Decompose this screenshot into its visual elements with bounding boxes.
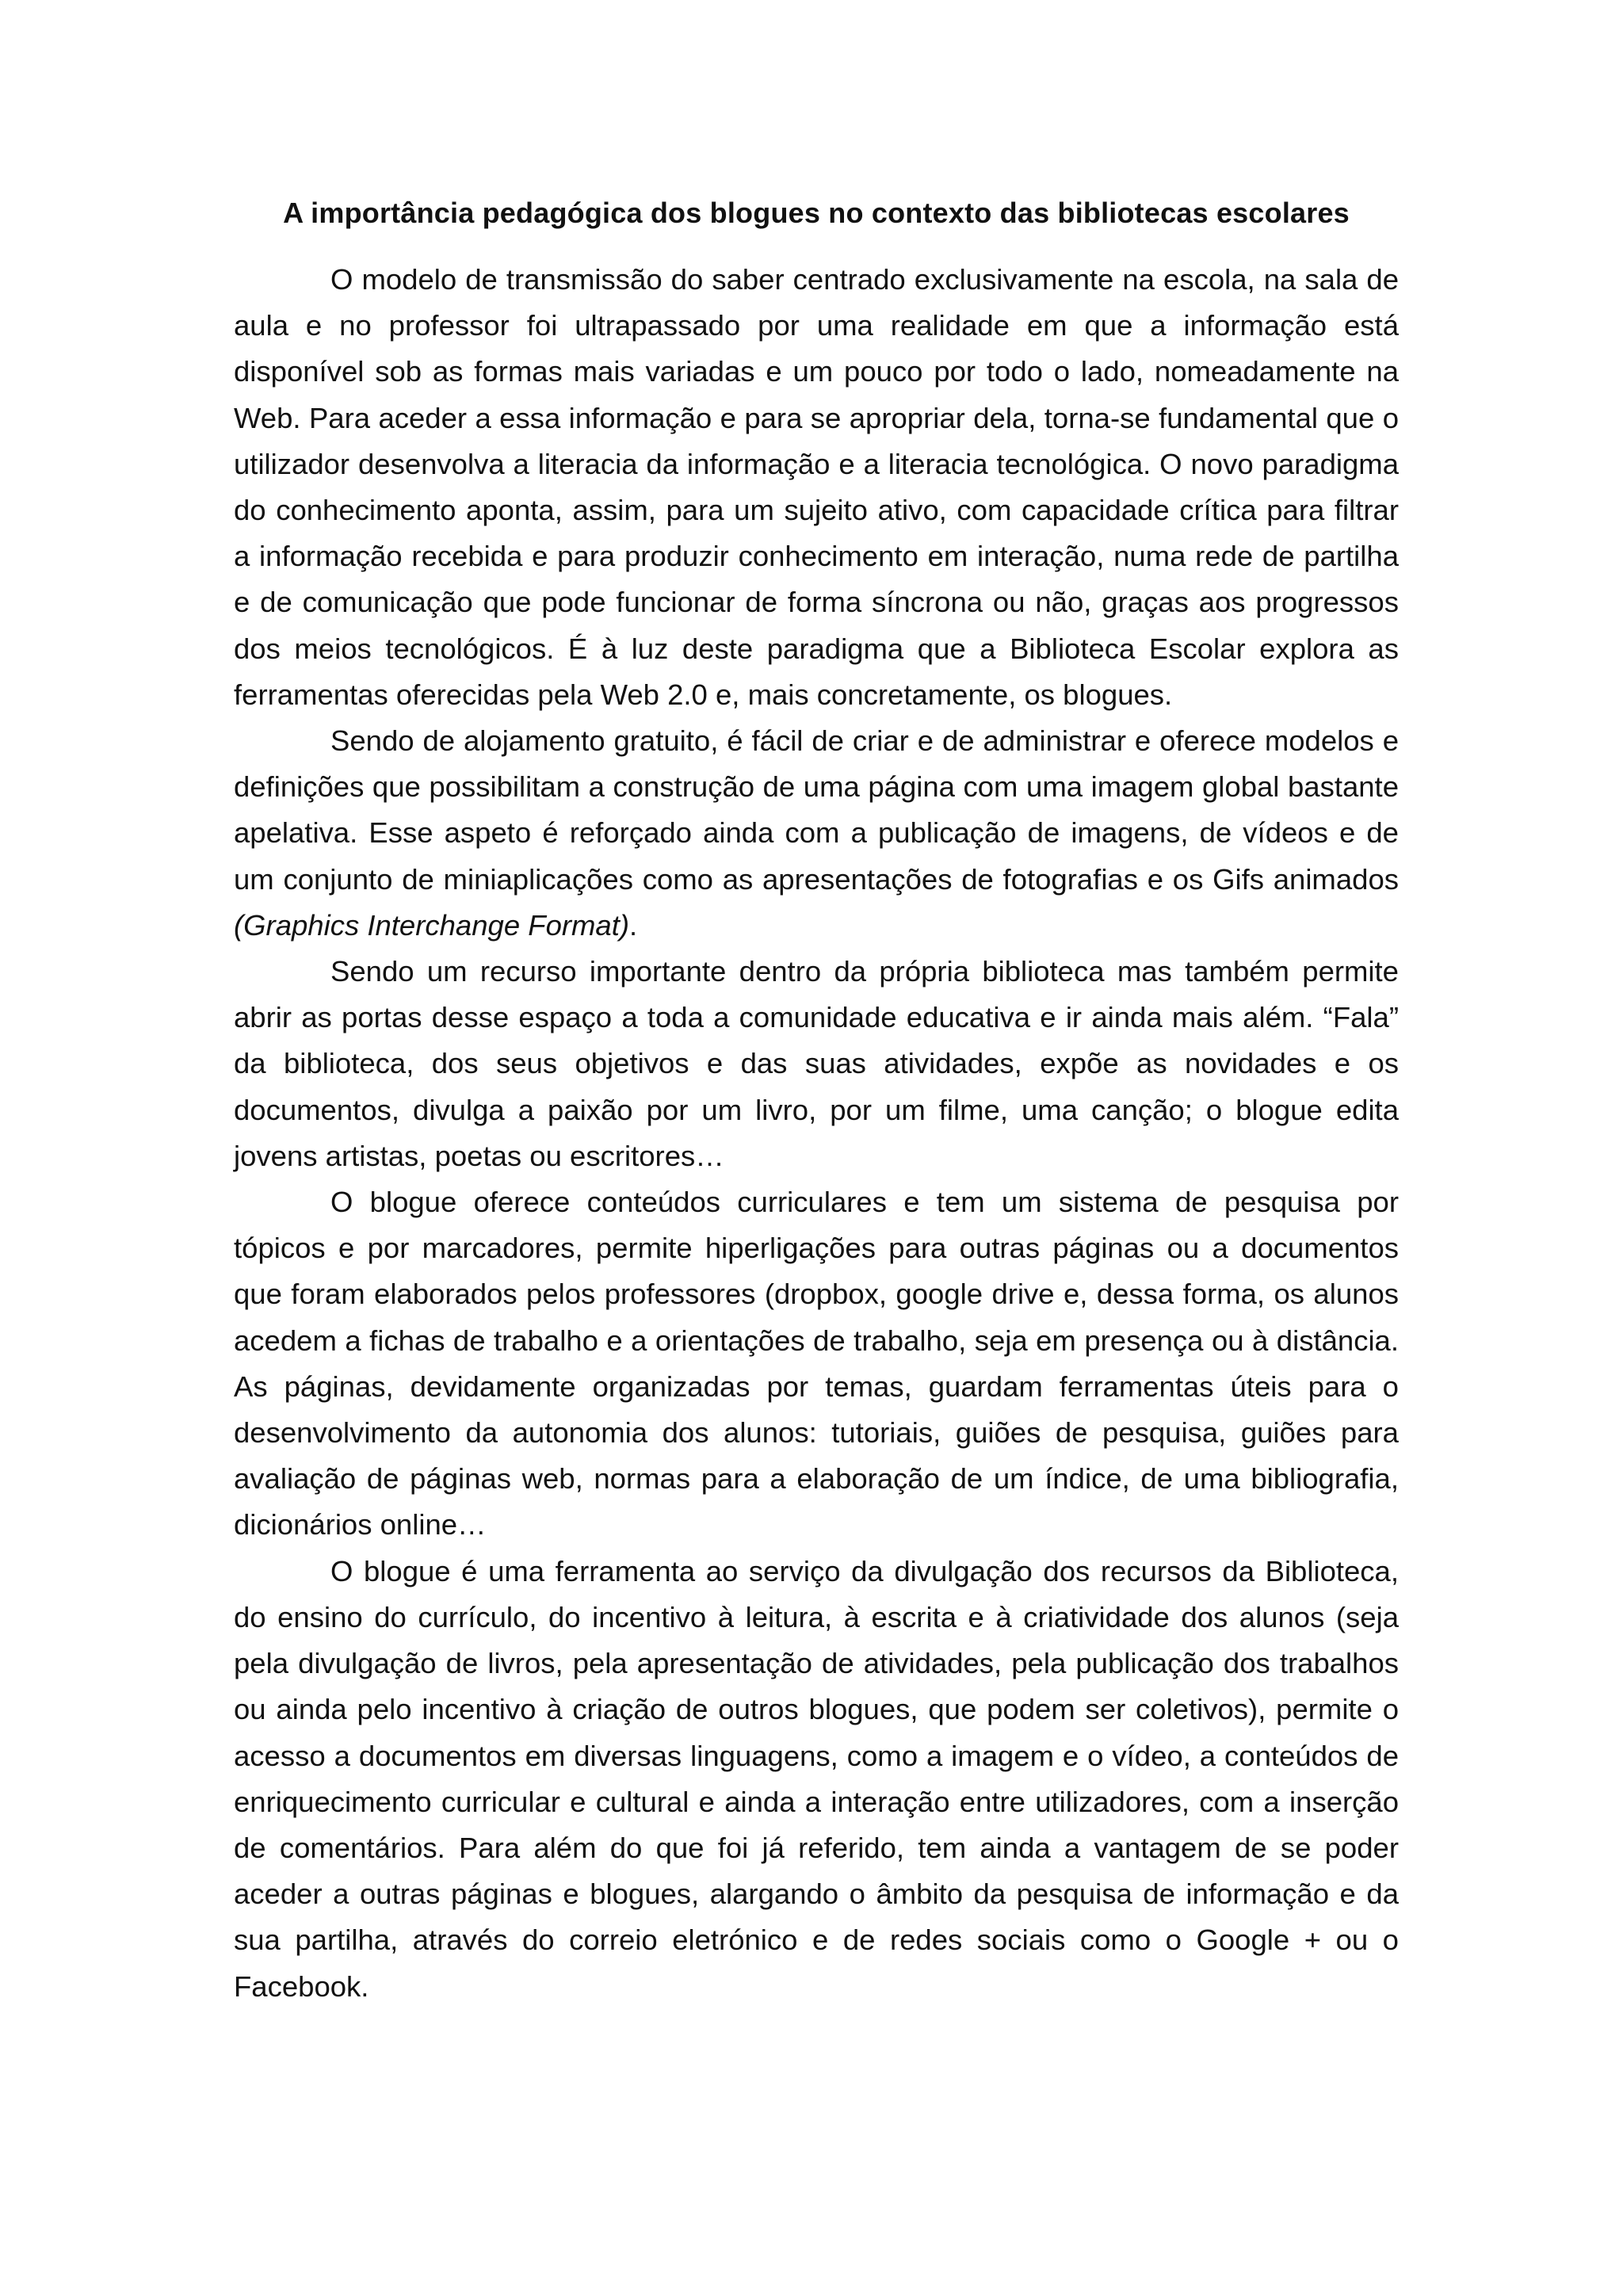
article xyxy=(234,190,1399,2010)
paragraph-5: O blogue é uma ferramenta ao serviço da divulgação dos recursos da Biblioteca, do ensino do currículo, do incentivo à leitura, à escrita e à criatividade dos alunos (seja pela divulgação de livros, pela apresentação de atividades, pela publicação dos trabalhos ou ainda pelo incentivo à criação de outros blogues, que podem ser coletivos), permite o acesso a documentos em diversas linguagens, como a imagem e o vídeo, a conteúdos de enriquecimento curricular e cultural e ainda a interação entre utilizadores, com a inserção de comentários. Para além do que foi já referido, tem ainda a vantagem de se poder aceder a outras páginas e blogues, alargando o âmbito da pesquisa de informação e da sua partilha, através do correio eletrónico e de redes sociais como o Google + ou o Facebook. xyxy=(234,1554,1399,2003)
paragraph-3: Sendo um recurso importante dentro da própria biblioteca mas também permite abrir as portas desse espaço a toda a comunidade educativa e ir ainda mais além. “Fala” da biblioteca, dos seus objetivos e das suas atividades, expõe as novidades e os documentos, divulga a paixão por um livro, por um filme, uma canção; o blogue edita jovens artistas, poetas ou escritores… xyxy=(234,955,1399,1172)
paragraph-1: O modelo de transmissão do saber centrado exclusivamente na escola, na sala de aula e no professor foi ultrapassado por uma realidade em que a informação está disponível sob as formas mais variadas e um pouco por todo o lado, nomeadamente na Web. Para aceder a essa informação e para se apropriar dela, torna-se fundamental que o utilizador desenvolva a literacia da informação e a literacia tecnológica. O novo paradigma do conhecimento aponta, assim, para um sujeito ativo, com capacidade crítica para filtrar a informação recebida e para produzir conhecimento em interação, numa rede de partilha e de comunicação que pode funcionar de forma síncrona ou não, graças aos progressos dos meios tecnológicos. É à luz deste paradigma que a Biblioteca Escolar explora as ferramentas oferecidas pela Web 2.0 e, mais concretamente, os blogues. xyxy=(234,263,1399,711)
paragraph-2 xyxy=(234,718,1399,949)
paragraph-2-italic-term: (Graphics Interchange Format) xyxy=(234,908,630,942)
document-title: A importância pedagógica dos blogues no contexto das bibliotecas escolares xyxy=(283,197,1350,229)
paragraph-2-end: . xyxy=(629,908,638,942)
paragraph-2-text: Sendo de alojamento gratuito, é fácil de criar e de administrar e oferece modelos e definições que possibilitam a construção de uma página com uma imagem global bastante apelativa. Esse aspeto é reforçado ainda com a publicação de imagens, de vídeos e de um conjunto de miniaplicações como as apresentações de fotografias e os Gifs animados xyxy=(234,724,1399,896)
paragraph-4: O blogue oferece conteúdos curriculares e tem um sistema de pesquisa por tópicos e por marcadores, permite hiperligações para outras páginas ou a documentos que foram elaborados pelos professores (dropbox, google drive e, dessa forma, os alunos acedem a fichas de trabalho e a orientações de trabalho, seja em presença ou à distância. As páginas, devidamente organizadas por temas, guardam ferramentas úteis para o desenvolvimento da autonomia dos alunos: tutoriais, guiões de pesquisa, guiões para avaliação de páginas web, normas para a elaboração de um índice, de uma bibliografia, dicionários online… xyxy=(234,1186,1399,1541)
